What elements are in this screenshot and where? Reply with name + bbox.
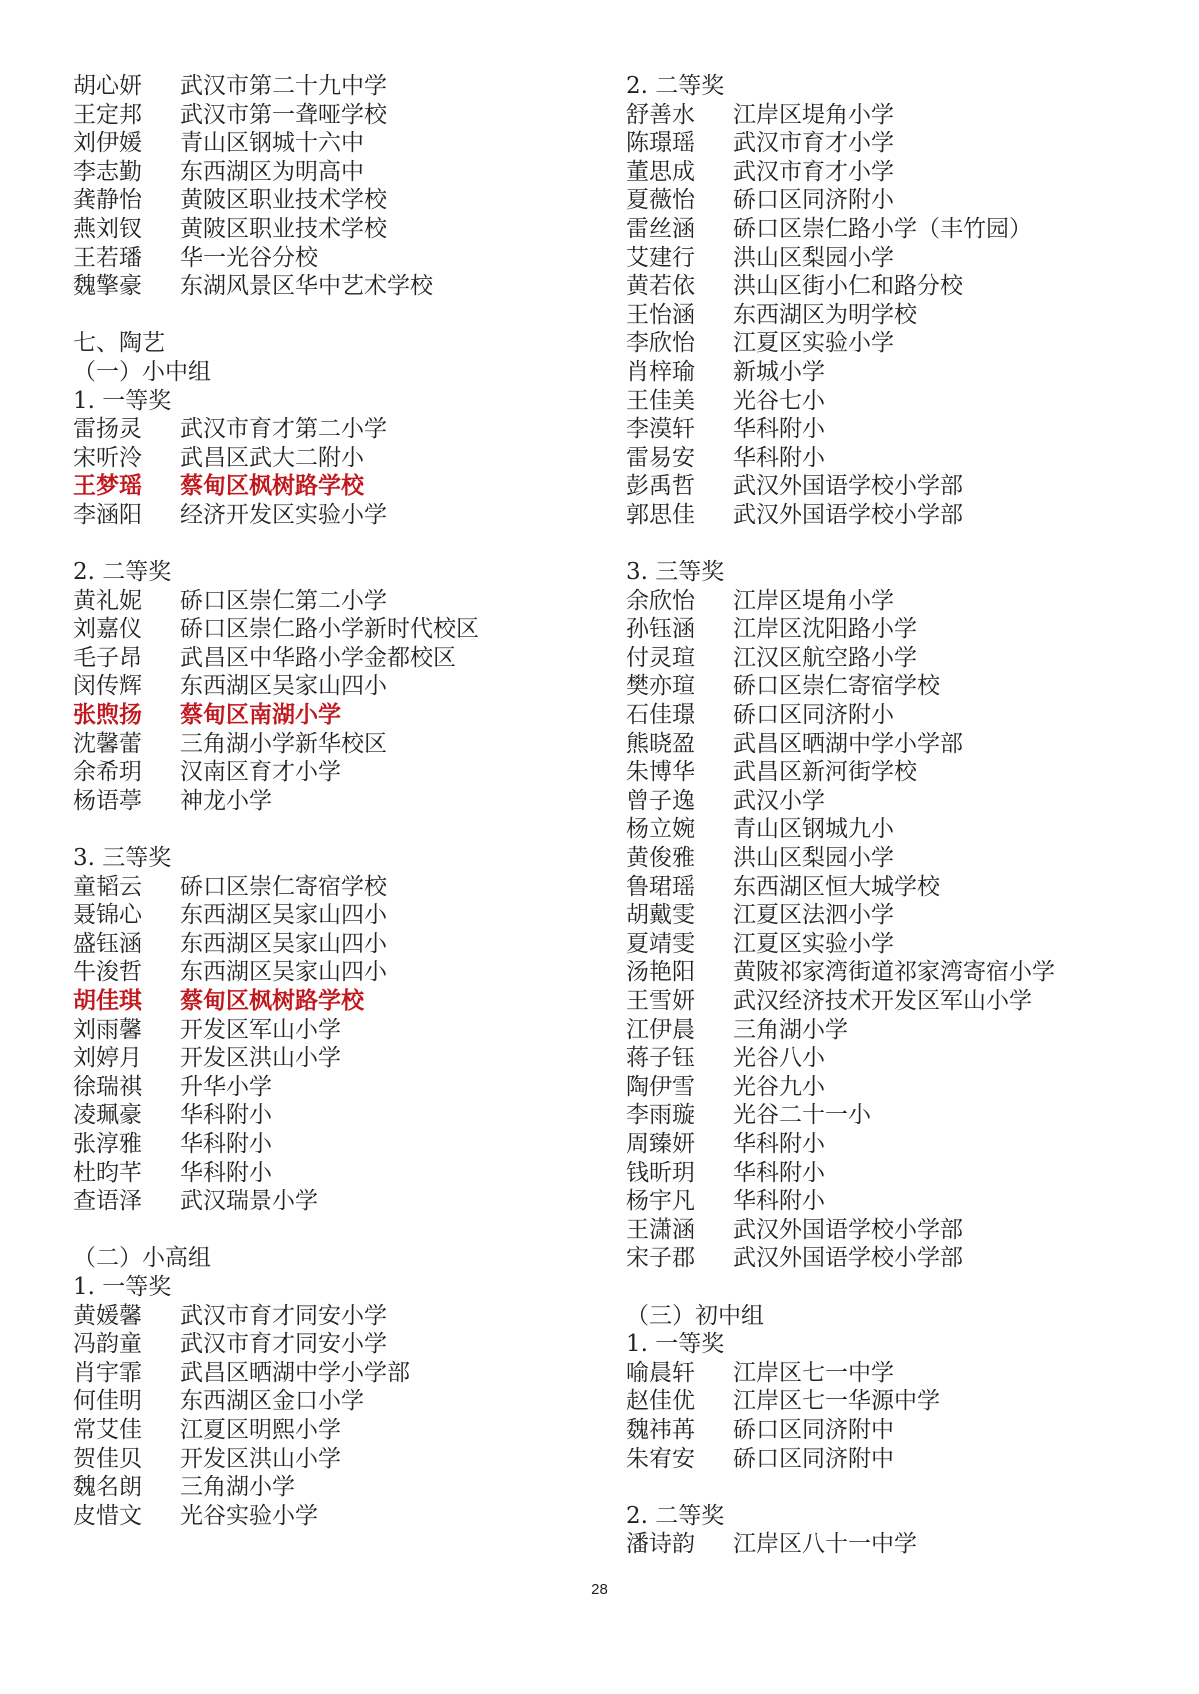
- winner-name: 王若璠: [73, 244, 142, 271]
- school-name: 武汉市第二十九中学: [180, 73, 387, 99]
- winner-name: 赵佳优: [626, 1388, 695, 1415]
- school-name: 江岸区沈阳路小学: [733, 616, 917, 643]
- winner-name: 钱昕玥: [626, 1159, 695, 1186]
- winner-name: 李雨璇: [626, 1102, 695, 1129]
- page-number: 28: [591, 1581, 608, 1598]
- winner-name: 李欣怡: [626, 330, 695, 357]
- spacer: [626, 530, 1146, 559]
- winner-name: 徐瑞祺: [73, 1073, 142, 1100]
- award-entry: [626, 958, 1146, 987]
- school-name: 光谷二十一小: [733, 1102, 871, 1129]
- winner-name: 夏靖雯: [626, 930, 695, 957]
- award-entry: [73, 1330, 593, 1359]
- award-entry: [73, 472, 593, 501]
- school-name: 武汉经济技术开发区军山小学: [733, 988, 1032, 1014]
- school-name: 东西湖区吴家山四小: [180, 902, 387, 929]
- award-entry: [626, 358, 1146, 387]
- school-name: 光谷实验小学: [180, 1502, 318, 1529]
- school-name: 江岸区堤角小学: [733, 587, 894, 614]
- award-entry: [73, 730, 593, 759]
- school-name: 东湖风景区华中艺术学校: [180, 273, 433, 300]
- award-entry: [73, 758, 593, 787]
- award-entry: [626, 101, 1146, 130]
- award-entry: [626, 1416, 1146, 1445]
- school-name: 华科附小: [733, 1159, 825, 1186]
- winner-name: 张煦扬: [73, 701, 142, 729]
- winner-name: 董思成: [626, 158, 695, 185]
- school-name: 青山区钢城九小: [733, 816, 894, 843]
- award-entry: [73, 1101, 593, 1130]
- winner-name: 查语泽: [73, 1188, 142, 1215]
- school-name: 新城小学: [733, 358, 825, 385]
- school-name: 硚口区同济附中: [733, 1445, 894, 1472]
- award-entry: [626, 158, 1146, 187]
- winner-name: 刘伊媛: [73, 130, 142, 157]
- school-name: 武汉外国语学校小学部: [733, 501, 963, 528]
- winner-name: 舒善水: [626, 101, 695, 128]
- winner-name: 童韬云: [73, 873, 142, 900]
- school-name: 东西湖区为明高中: [180, 158, 364, 185]
- school-name: 开发区洪山小学: [180, 1045, 341, 1072]
- award-entry: [73, 930, 593, 959]
- award-entry: [73, 1130, 593, 1159]
- award-entry: [73, 1387, 593, 1416]
- school-name: 武汉市育才小学: [733, 158, 894, 185]
- award-entry: [626, 215, 1146, 244]
- winner-name: 王定邦: [73, 101, 142, 128]
- winner-name: 肖梓瑜: [626, 358, 695, 385]
- school-name: 武汉市育才同安小学: [180, 1331, 387, 1358]
- award-entry: [73, 72, 593, 101]
- award-entry: [626, 1101, 1146, 1130]
- school-name: 武昌区中华路小学金都校区: [180, 644, 456, 671]
- winner-name: 贺佳贝: [73, 1445, 142, 1472]
- spacer: [626, 1273, 1146, 1302]
- award-entry: [73, 272, 593, 301]
- school-name: 江夏区实验小学: [733, 930, 894, 957]
- winner-name: 杨立婉: [626, 816, 695, 843]
- award-entry: [626, 129, 1146, 158]
- winner-name: 肖宇霏: [73, 1359, 142, 1386]
- school-name: 硚口区同济附中: [733, 1416, 894, 1443]
- winner-name: 凌珮豪: [73, 1102, 142, 1129]
- school-name: 武汉市育才同安小学: [180, 1302, 387, 1329]
- winner-name: 常艾佳: [73, 1416, 142, 1443]
- award-entry: [626, 501, 1146, 530]
- award-entry: [626, 987, 1146, 1016]
- award-entry: [626, 1159, 1146, 1188]
- winner-name: 熊晓盈: [626, 730, 695, 757]
- award-entry: [626, 472, 1146, 501]
- school-name: 武昌区武大二附小: [180, 444, 364, 471]
- winner-name: 黄礼妮: [73, 587, 142, 614]
- winner-name: 黄若依: [626, 273, 695, 300]
- winner-name: 朱宥安: [626, 1445, 695, 1472]
- school-name: 三角湖小学: [180, 1474, 295, 1501]
- school-name: 华科附小: [733, 1130, 825, 1157]
- award-entry: [626, 1387, 1146, 1416]
- award-entry: [626, 701, 1146, 730]
- winner-name: 魏名朗: [73, 1474, 142, 1501]
- winner-name: 王雪妍: [626, 988, 695, 1014]
- award-entry: [626, 901, 1146, 930]
- award-entry: [626, 186, 1146, 215]
- winner-name: 江伊晨: [626, 1016, 695, 1043]
- school-name: 黄陂区职业技术学校: [180, 187, 387, 214]
- section-heading: 2. 二等奖: [73, 559, 172, 586]
- award-entry: [73, 1502, 593, 1531]
- winner-name: 张淳雅: [73, 1130, 142, 1157]
- school-name: 洪山区梨园小学: [733, 244, 894, 271]
- award-entry: [73, 701, 593, 730]
- winner-name: 孙钰涵: [626, 616, 695, 643]
- school-name: 光谷八小: [733, 1045, 825, 1072]
- award-entry: [73, 244, 593, 273]
- award-entry: [73, 186, 593, 215]
- winner-name: 刘雨馨: [73, 1016, 142, 1043]
- winner-name: 朱博华: [626, 759, 695, 786]
- award-entry: [73, 587, 593, 616]
- award-entry: [73, 1016, 593, 1045]
- award-entry: [626, 329, 1146, 358]
- school-name: 蔡甸区枫树路学校: [180, 472, 364, 500]
- award-entry: [626, 930, 1146, 959]
- school-name: 洪山区梨园小学: [733, 845, 894, 872]
- award-entry: [73, 958, 593, 987]
- winner-name: 王佳美: [626, 387, 695, 414]
- school-name: 华科附小: [180, 1159, 272, 1186]
- award-entry: [626, 844, 1146, 873]
- winner-name: 龚静怡: [73, 187, 142, 214]
- winner-name: 沈馨蕾: [73, 730, 142, 757]
- school-name: 神龙小学: [180, 787, 272, 814]
- school-name: 东西湖区为明学校: [733, 301, 917, 328]
- winner-name: 王潇涵: [626, 1216, 695, 1243]
- winner-name: 石佳璟: [626, 702, 695, 729]
- school-name: 武汉外国语学校小学部: [733, 1245, 963, 1272]
- winner-name: 杨语葶: [73, 787, 142, 814]
- award-entry: [73, 1073, 593, 1102]
- award-entry: [626, 301, 1146, 330]
- school-name: 黄陂区职业技术学校: [180, 215, 387, 242]
- section-heading: 3. 三等奖: [626, 559, 725, 586]
- award-entry: [626, 244, 1146, 273]
- winner-name: 皮惜文: [73, 1502, 142, 1529]
- school-name: 光谷七小: [733, 387, 825, 414]
- school-name: 东西湖区吴家山四小: [180, 673, 387, 700]
- school-name: 武汉市育才第二小学: [180, 416, 387, 443]
- award-entry: [626, 1073, 1146, 1102]
- spacer: [73, 815, 593, 844]
- school-name: 武汉小学: [733, 787, 825, 814]
- left-column: [73, 72, 593, 1530]
- school-name: 东西湖区金口小学: [180, 1388, 364, 1415]
- award-entry: [73, 158, 593, 187]
- winner-name: 李涵阳: [73, 501, 142, 528]
- award-entry: [626, 1216, 1146, 1245]
- school-name: 武汉外国语学校小学部: [733, 473, 963, 500]
- winner-name: 王怡涵: [626, 301, 695, 328]
- award-entry: [73, 1473, 593, 1502]
- award-entry: [626, 1359, 1146, 1388]
- school-name: 三角湖小学新华校区: [180, 730, 387, 757]
- winner-name: 喻晨轩: [626, 1359, 695, 1386]
- winner-name: 杜昀芊: [73, 1159, 142, 1186]
- award-entry: [73, 501, 593, 530]
- school-name: 武汉外国语学校小学部: [733, 1216, 963, 1243]
- school-name: 硚口区崇仁路小学（丰竹园）: [733, 215, 1032, 242]
- school-name: 青山区钢城十六中: [180, 130, 364, 157]
- award-entry: [73, 615, 593, 644]
- award-entry: [626, 587, 1146, 616]
- award-entry: [73, 1445, 593, 1474]
- section-heading: （一）小中组: [73, 358, 211, 385]
- winner-name: 冯韵童: [73, 1331, 142, 1358]
- winner-name: 艾建行: [626, 244, 695, 271]
- award-entry: [73, 415, 593, 444]
- winner-name: 魏祎苒: [626, 1416, 695, 1443]
- school-name: 经济开发区实验小学: [180, 501, 387, 528]
- award-entry: [626, 1244, 1146, 1273]
- award-entry: [73, 873, 593, 902]
- school-name: 东西湖区恒大城学校: [733, 873, 940, 900]
- winner-name: 毛子昂: [73, 644, 142, 671]
- award-entry: [626, 758, 1146, 787]
- award-entry: [626, 1530, 1146, 1559]
- school-name: 开发区军山小学: [180, 1016, 341, 1043]
- award-entry: [626, 873, 1146, 902]
- school-name: 黄陂祁家湾街道祁家湾寄宿小学: [733, 959, 1055, 986]
- school-name: 硚口区同济附小: [733, 702, 894, 729]
- award-entry: [73, 1359, 593, 1388]
- award-entry: [73, 444, 593, 473]
- award-entry: [73, 644, 593, 673]
- award-entry: [626, 1016, 1146, 1045]
- school-name: 光谷九小: [733, 1073, 825, 1100]
- winner-name: 李志勤: [73, 158, 142, 185]
- winner-name: 李漠轩: [626, 416, 695, 443]
- school-name: 江夏区法泗小学: [733, 902, 894, 929]
- award-entry: [626, 272, 1146, 301]
- winner-name: 鲁珺瑶: [626, 873, 695, 900]
- award-entry: [626, 787, 1146, 816]
- school-name: 华一光谷分校: [180, 244, 318, 271]
- winner-name: 周臻妍: [626, 1130, 695, 1157]
- award-entry: [73, 901, 593, 930]
- school-name: 华科附小: [733, 1188, 825, 1215]
- school-name: 武昌区晒湖中学小学部: [180, 1359, 410, 1386]
- school-name: 江岸区堤角小学: [733, 101, 894, 128]
- school-name: 江夏区实验小学: [733, 330, 894, 357]
- award-entry: [73, 787, 593, 816]
- section-heading: 1. 一等奖: [73, 387, 172, 414]
- award-entry: [626, 730, 1146, 759]
- school-name: 洪山区街小仁和路分校: [733, 273, 963, 300]
- award-entry: [626, 815, 1146, 844]
- school-name: 江岸区七一华源中学: [733, 1388, 940, 1415]
- award-entry: [73, 1187, 593, 1216]
- school-name: 蔡甸区枫树路学校: [180, 987, 364, 1014]
- section-heading: 2. 二等奖: [626, 73, 725, 99]
- award-entry: [626, 444, 1146, 473]
- winner-name: 郭思佳: [626, 501, 695, 528]
- section-heading: 3. 三等奖: [73, 845, 172, 872]
- award-entry: [626, 1130, 1146, 1159]
- spacer: [73, 530, 593, 559]
- award-entry: [73, 1044, 593, 1073]
- winner-name: 余欣怡: [626, 587, 695, 614]
- winner-name: 闵传辉: [73, 673, 142, 700]
- award-entry: [626, 644, 1146, 673]
- winner-name: 雷丝涵: [626, 215, 695, 242]
- school-name: 升华小学: [180, 1073, 272, 1100]
- school-name: 硚口区崇仁路小学新时代校区: [180, 616, 479, 643]
- school-name: 武昌区新河街学校: [733, 759, 917, 786]
- winner-name: 夏薇怡: [626, 187, 695, 214]
- winner-name: 杨宇凡: [626, 1188, 695, 1215]
- winner-name: 何佳明: [73, 1388, 142, 1415]
- section-heading: 1. 一等奖: [73, 1273, 172, 1300]
- winner-name: 陈璟瑶: [626, 130, 695, 157]
- school-name: 三角湖小学: [733, 1016, 848, 1043]
- section-heading: 七、陶艺: [73, 330, 165, 357]
- spacer: [73, 301, 593, 330]
- winner-name: 刘嘉仪: [73, 616, 142, 643]
- winner-name: 胡佳琪: [73, 987, 142, 1014]
- section-heading: 1. 一等奖: [626, 1331, 725, 1358]
- school-name: 江汉区航空路小学: [733, 644, 917, 671]
- school-name: 华科附小: [180, 1130, 272, 1157]
- school-name: 硚口区崇仁寄宿学校: [180, 873, 387, 900]
- winner-name: 黄媛馨: [73, 1302, 142, 1329]
- winner-name: 胡戴雯: [626, 902, 695, 929]
- school-name: 武汉瑞景小学: [180, 1188, 318, 1215]
- right-column: [626, 72, 1146, 1559]
- award-entry: [73, 672, 593, 701]
- winner-name: 黄俊雅: [626, 845, 695, 872]
- award-entry: [626, 1187, 1146, 1216]
- section-heading: 2. 二等奖: [626, 1502, 725, 1529]
- winner-name: 盛钰涵: [73, 930, 142, 957]
- school-name: 硚口区崇仁寄宿学校: [733, 673, 940, 700]
- award-entry: [626, 615, 1146, 644]
- winner-name: 余希玥: [73, 759, 142, 786]
- award-entry: [73, 1302, 593, 1331]
- winner-name: 刘婷月: [73, 1045, 142, 1072]
- winner-name: 汤艳阳: [626, 959, 695, 986]
- winner-name: 樊亦瑄: [626, 673, 695, 700]
- award-entry: [626, 1445, 1146, 1474]
- spacer: [626, 1473, 1146, 1502]
- winner-name: 潘诗韵: [626, 1531, 695, 1558]
- school-name: 东西湖区吴家山四小: [180, 959, 387, 986]
- school-name: 蔡甸区南湖小学: [180, 701, 341, 729]
- school-name: 硚口区同济附小: [733, 187, 894, 214]
- winner-name: 彭禹哲: [626, 473, 695, 500]
- school-name: 汉南区育才小学: [180, 759, 341, 786]
- spacer: [73, 1216, 593, 1245]
- school-name: 硚口区崇仁第二小学: [180, 587, 387, 614]
- award-entry: [626, 387, 1146, 416]
- school-name: 江岸区八十一中学: [733, 1531, 917, 1558]
- school-name: 武昌区晒湖中学小学部: [733, 730, 963, 757]
- school-name: 江夏区明熙小学: [180, 1416, 341, 1443]
- school-name: 华科附小: [180, 1102, 272, 1129]
- winner-name: 宋子郡: [626, 1245, 695, 1272]
- winner-name: 聂锦心: [73, 902, 142, 929]
- school-name: 开发区洪山小学: [180, 1445, 341, 1472]
- award-entry: [626, 672, 1146, 701]
- award-entry: [73, 1416, 593, 1445]
- school-name: 武汉市第一聋哑学校: [180, 101, 387, 128]
- school-name: 东西湖区吴家山四小: [180, 930, 387, 957]
- section-heading: （二）小高组: [73, 1245, 211, 1272]
- winner-name: 胡心妍: [73, 73, 142, 99]
- award-entry: [73, 1159, 593, 1188]
- school-name: 江岸区七一中学: [733, 1359, 894, 1386]
- school-name: 华科附小: [733, 416, 825, 443]
- winner-name: 王梦瑶: [73, 472, 142, 500]
- section-heading: （三）初中组: [626, 1302, 764, 1329]
- winner-name: 雷扬灵: [73, 416, 142, 443]
- award-entry: [626, 1044, 1146, 1073]
- winner-name: 燕刘钗: [73, 215, 142, 242]
- award-entry: [73, 129, 593, 158]
- winner-name: 牛浚哲: [73, 959, 142, 986]
- award-entry: [626, 415, 1146, 444]
- winner-name: 曾子逸: [626, 787, 695, 814]
- winner-name: 蒋子钰: [626, 1045, 695, 1072]
- winner-name: 付灵瑄: [626, 644, 695, 671]
- award-entry: [73, 215, 593, 244]
- award-entry: [73, 987, 593, 1016]
- winner-name: 宋听泠: [73, 444, 142, 471]
- award-entry: [73, 101, 593, 130]
- winner-name: 陶伊雪: [626, 1073, 695, 1100]
- winner-name: 魏擎豪: [73, 273, 142, 300]
- school-name: 武汉市育才小学: [733, 130, 894, 157]
- winner-name: 雷易安: [626, 444, 695, 471]
- school-name: 华科附小: [733, 444, 825, 471]
